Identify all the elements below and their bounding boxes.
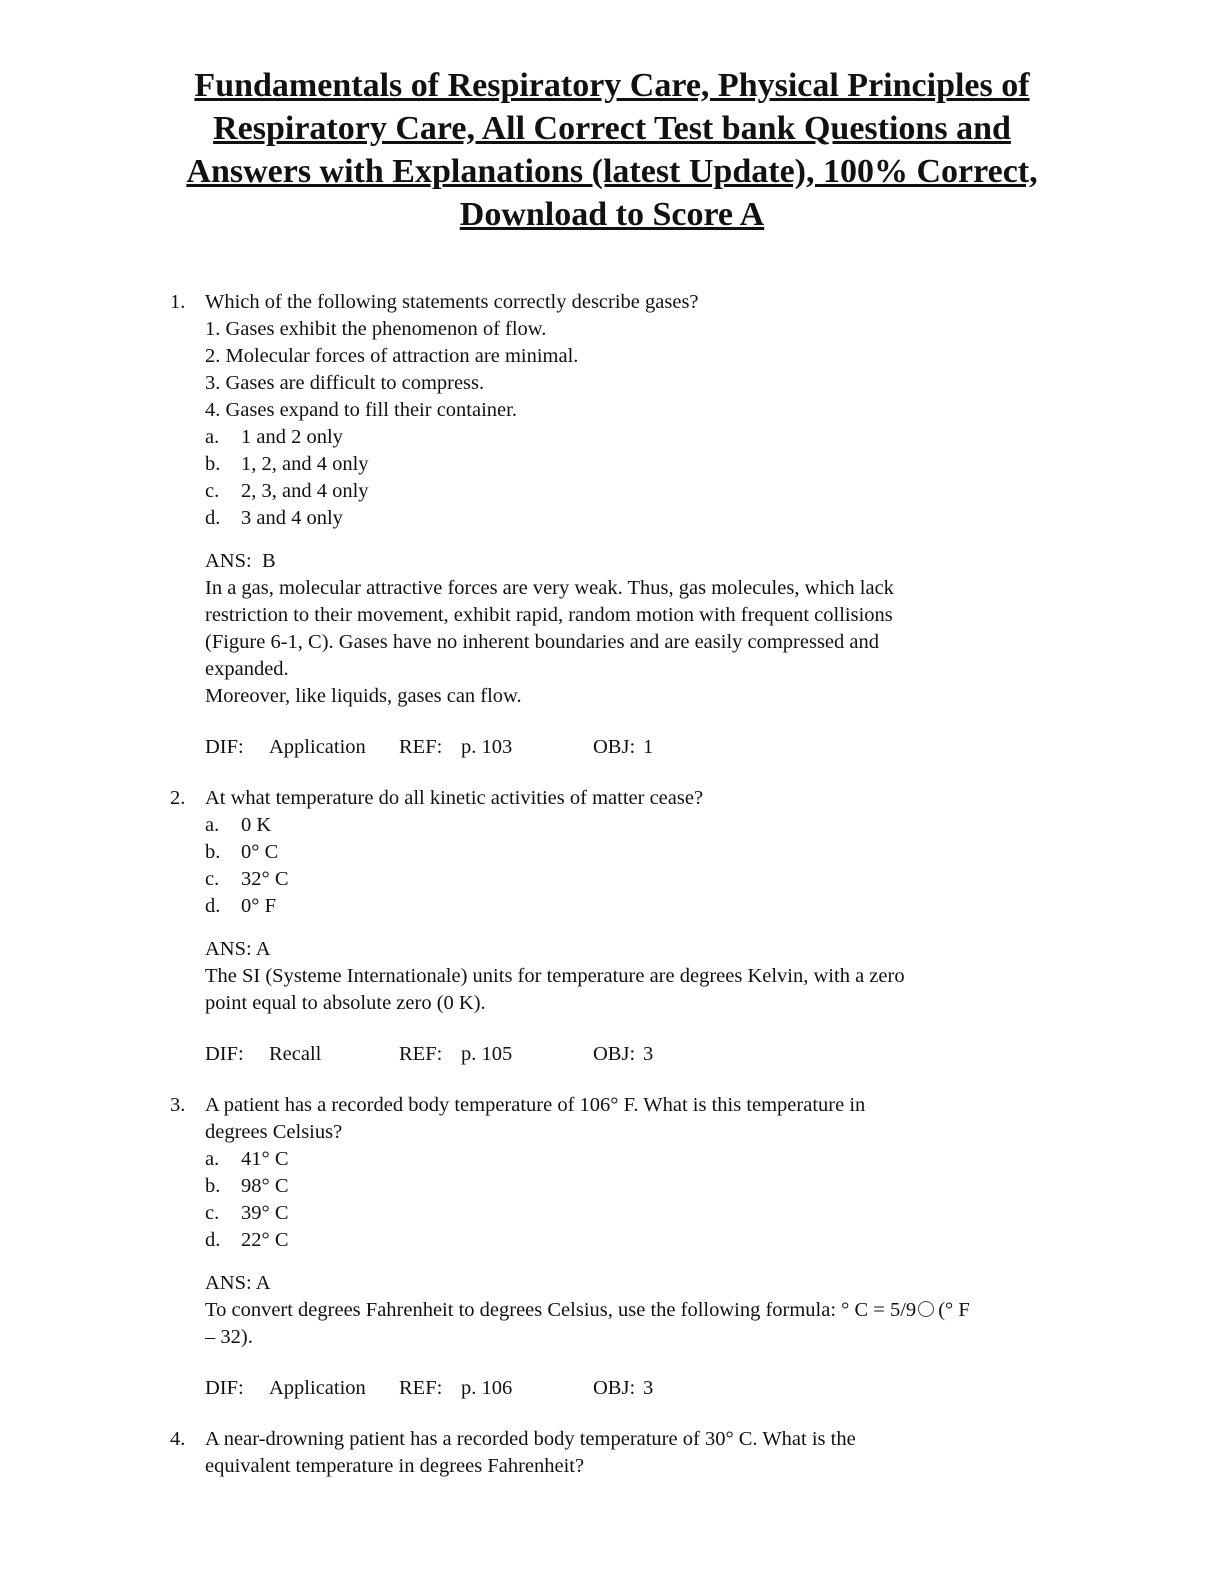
option-text: 0° F — [241, 895, 276, 917]
explanation-line: Moreover, like liquids, gases can flow. — [205, 685, 522, 707]
question-stem: A near-drowning patient has a recorded body temperature of 30° C. What is the — [205, 1428, 856, 1450]
explanation-line: point equal to absolute zero (0 K). — [205, 992, 486, 1014]
option-text: 2, 3, and 4 only — [241, 480, 369, 502]
option-text: 1, 2, and 4 only — [241, 453, 369, 475]
option-letter: c. — [205, 868, 220, 890]
answer-value: A — [255, 1272, 271, 1294]
circle-symbol-icon — [918, 1301, 934, 1317]
ref-value: p. 106 — [461, 1377, 513, 1399]
document-title — [120, 64, 1104, 236]
statement: 4. Gases expand to fill their container. — [205, 399, 517, 421]
option-text: 0° C — [241, 841, 279, 863]
question-stem: equivalent temperature in degrees Fahrenheit? — [205, 1455, 585, 1477]
explanation-line: – 32). — [205, 1326, 253, 1348]
question-stem: At what temperature do all kinetic activities of matter cease? — [205, 787, 704, 809]
option-letter: d. — [205, 895, 221, 917]
option-text: 1 and 2 only — [241, 426, 343, 448]
ref-value: p. 103 — [461, 736, 513, 758]
obj-label: OBJ: — [593, 1377, 636, 1399]
question-number: 1. — [170, 291, 186, 313]
option-text: 98° C — [241, 1175, 289, 1197]
question-stem: Which of the following statements correctly describe gases? — [205, 291, 699, 313]
explanation-line — [0, 1297, 1224, 1324]
option — [0, 1227, 1224, 1254]
questions-list — [0, 289, 1224, 1480]
dif-value: Recall — [269, 1043, 322, 1065]
option — [0, 424, 1224, 451]
statement: 3. Gases are difficult to compress. — [205, 372, 485, 394]
question-1 — [0, 289, 1224, 785]
option — [0, 1146, 1224, 1173]
dif-value: Application — [269, 1377, 366, 1399]
question-number: 4. — [170, 1428, 186, 1450]
dif-label: DIF: — [205, 1377, 244, 1399]
option-letter: a. — [205, 1148, 220, 1170]
obj-label: OBJ: — [593, 736, 636, 758]
option-letter: b. — [205, 841, 221, 863]
obj-value: 3 — [643, 1377, 654, 1399]
ref-label: REF: — [399, 736, 443, 758]
option — [0, 478, 1224, 505]
explanation-line: In a gas, molecular attractive forces are very weak. Thus, gas molecules, which lack — [205, 577, 894, 599]
answer-label: ANS: — [205, 938, 252, 960]
option — [0, 866, 1224, 893]
question-stem: degrees Celsius? — [205, 1121, 343, 1143]
option-letter: b. — [205, 453, 221, 475]
option-text: 0 K — [241, 814, 272, 836]
dif-label: DIF: — [205, 1043, 244, 1065]
dif-label: DIF: — [205, 736, 244, 758]
answer — [0, 1270, 1224, 1297]
obj-value: 3 — [643, 1043, 654, 1065]
ref-label: REF: — [399, 1043, 443, 1065]
option — [0, 839, 1224, 866]
question-4 — [0, 1426, 1224, 1480]
title-line: Download to Score A — [459, 196, 765, 233]
title-line: Respiratory Care, All Correct Test bank Questions and — [213, 110, 1011, 147]
answer-value: B — [261, 550, 276, 572]
title-line: Answers with Explanations (latest Update), 100% Correct, — [186, 153, 1038, 190]
option-text: 41° C — [241, 1148, 289, 1170]
question-2 — [0, 785, 1224, 1092]
option-letter: a. — [205, 814, 220, 836]
answer — [0, 548, 1224, 575]
statement: 1. Gases exhibit the phenomenon of flow. — [205, 318, 547, 340]
question-3 — [0, 1092, 1224, 1426]
answer-label: ANS: — [205, 1272, 252, 1294]
question-number: 3. — [170, 1094, 186, 1116]
explanation-line: The SI (Systeme Internationale) units for temperature are degrees Kelvin, with a zero — [205, 965, 905, 987]
explanation-line: expanded. — [205, 658, 289, 680]
explanation-text: To convert degrees Fahrenheit to degrees Celsius, use the following formula: ° C = 5/9 — [205, 1299, 917, 1321]
option-text: 32° C — [241, 868, 289, 890]
option — [0, 451, 1224, 478]
title-line: Fundamentals of Respiratory Care, Physical Principles of — [194, 67, 1030, 104]
question-stem: A patient has a recorded body temperature of 106° F. What is this temperature in — [205, 1094, 866, 1116]
option-letter: b. — [205, 1175, 221, 1197]
option — [0, 1200, 1224, 1227]
dif-value: Application — [269, 736, 366, 758]
option — [0, 893, 1224, 920]
option-letter: d. — [205, 1229, 221, 1251]
option-letter: c. — [205, 1202, 220, 1224]
obj-value: 1 — [643, 736, 654, 758]
ref-label: REF: — [399, 1377, 443, 1399]
question-meta — [0, 1375, 1224, 1402]
option — [0, 1173, 1224, 1200]
explanation-text: (° F — [938, 1299, 970, 1321]
answer — [0, 936, 1224, 963]
option-letter: d. — [205, 507, 221, 529]
ref-value: p. 105 — [461, 1043, 513, 1065]
option-text: 22° C — [241, 1229, 289, 1251]
question-number: 2. — [170, 787, 186, 809]
statement: 2. Molecular forces of attraction are minimal. — [205, 345, 579, 367]
option-letter: c. — [205, 480, 220, 502]
explanation-line: (Figure 6-1, C). Gases have no inherent boundaries and are easily compressed and — [205, 631, 880, 653]
option-text: 39° C — [241, 1202, 289, 1224]
option-letter: a. — [205, 426, 220, 448]
option — [0, 505, 1224, 532]
question-meta — [0, 1041, 1224, 1068]
answer-label: ANS: — [205, 550, 252, 572]
option — [0, 812, 1224, 839]
option-text: 3 and 4 only — [241, 507, 343, 529]
question-meta — [0, 734, 1224, 761]
answer-value: A — [255, 938, 271, 960]
explanation-line: restriction to their movement, exhibit rapid, random motion with frequent collisions — [205, 604, 893, 626]
obj-label: OBJ: — [593, 1043, 636, 1065]
